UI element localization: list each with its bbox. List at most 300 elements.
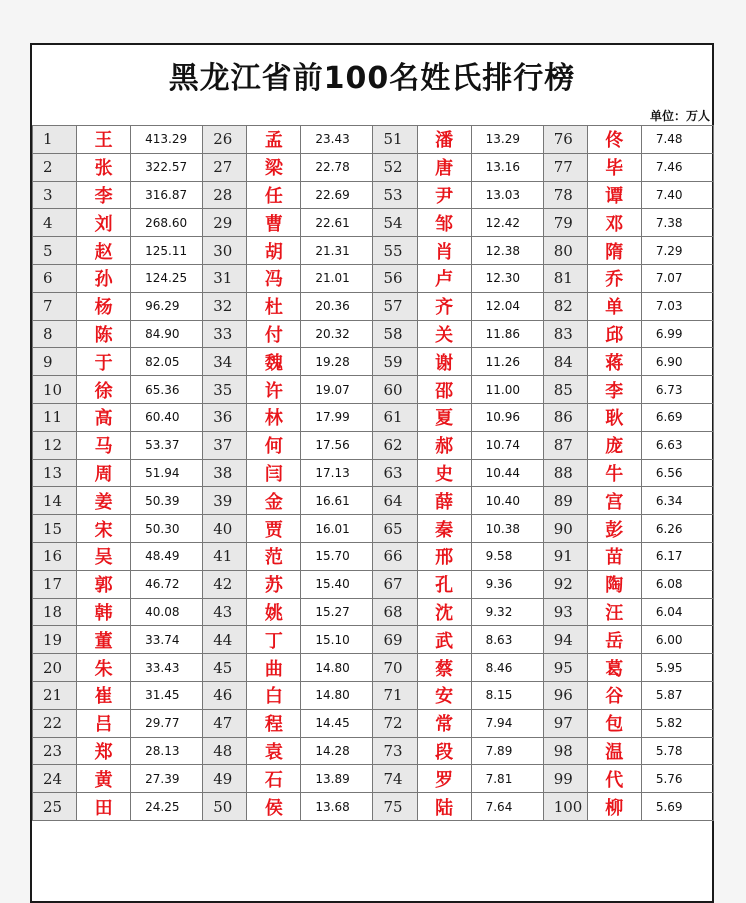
population-cell: 9.32 — [471, 598, 543, 626]
rank-cell: 6 — [33, 264, 77, 292]
surname-cell: 谢 — [417, 348, 471, 376]
surname-cell: 董 — [77, 626, 131, 654]
population-cell: 7.94 — [471, 709, 543, 737]
unit-label: 单位：万人 — [649, 109, 710, 123]
surname-cell: 邹 — [417, 209, 471, 237]
rank-cell: 46 — [203, 681, 247, 709]
rank-cell: 29 — [203, 209, 247, 237]
rank-cell: 17 — [33, 570, 77, 598]
population-cell: 15.10 — [301, 626, 373, 654]
surname-cell: 隋 — [587, 237, 641, 265]
population-cell: 12.30 — [471, 264, 543, 292]
table-row — [33, 403, 714, 431]
surname-cell: 杨 — [77, 292, 131, 320]
rank-cell: 86 — [543, 403, 587, 431]
surname-cell: 付 — [247, 320, 301, 348]
table-row — [33, 709, 714, 737]
population-cell: 6.17 — [641, 542, 713, 570]
surname-cell: 任 — [247, 181, 301, 209]
surname-cell: 陈 — [77, 320, 131, 348]
surname-cell: 岳 — [587, 626, 641, 654]
surname-cell: 林 — [247, 403, 301, 431]
surname-cell: 曲 — [247, 654, 301, 682]
surname-cell: 何 — [247, 431, 301, 459]
population-cell: 6.00 — [641, 626, 713, 654]
rank-cell: 62 — [373, 431, 417, 459]
surname-cell: 孙 — [77, 264, 131, 292]
surname-cell: 金 — [247, 487, 301, 515]
surname-cell: 刘 — [77, 209, 131, 237]
surname-cell: 郭 — [77, 570, 131, 598]
surname-cell: 齐 — [417, 292, 471, 320]
population-cell: 6.73 — [641, 376, 713, 404]
rank-cell: 50 — [203, 793, 247, 821]
population-cell: 8.46 — [471, 654, 543, 682]
rank-cell: 25 — [33, 793, 77, 821]
rank-cell: 93 — [543, 598, 587, 626]
surname-cell: 赵 — [77, 237, 131, 265]
rank-cell: 92 — [543, 570, 587, 598]
table-row — [33, 320, 714, 348]
population-cell: 31.45 — [131, 681, 203, 709]
population-cell: 50.30 — [131, 515, 203, 543]
surname-cell: 薛 — [417, 487, 471, 515]
population-cell: 51.94 — [131, 459, 203, 487]
surname-cell: 耿 — [587, 403, 641, 431]
surname-cell: 谷 — [587, 681, 641, 709]
surname-cell: 宫 — [587, 487, 641, 515]
population-cell: 7.48 — [641, 126, 713, 154]
rank-cell: 31 — [203, 264, 247, 292]
population-cell: 13.29 — [471, 126, 543, 154]
surname-cell: 尹 — [417, 181, 471, 209]
surname-cell: 许 — [247, 376, 301, 404]
population-cell: 28.13 — [131, 737, 203, 765]
table-body — [33, 126, 714, 821]
surname-cell: 丁 — [247, 626, 301, 654]
table-row — [33, 181, 714, 209]
population-cell: 17.13 — [301, 459, 373, 487]
surname-cell: 牛 — [587, 459, 641, 487]
surname-cell: 马 — [77, 431, 131, 459]
rank-cell: 84 — [543, 348, 587, 376]
surname-cell: 石 — [247, 765, 301, 793]
population-cell: 5.95 — [641, 654, 713, 682]
table-row — [33, 793, 714, 821]
surname-cell: 韩 — [77, 598, 131, 626]
population-cell: 7.07 — [641, 264, 713, 292]
table-row — [33, 515, 714, 543]
rank-cell: 59 — [373, 348, 417, 376]
population-cell: 53.37 — [131, 431, 203, 459]
population-cell: 11.26 — [471, 348, 543, 376]
population-cell: 7.81 — [471, 765, 543, 793]
rank-cell: 41 — [203, 542, 247, 570]
population-cell: 14.80 — [301, 681, 373, 709]
population-cell: 6.90 — [641, 348, 713, 376]
rank-cell: 90 — [543, 515, 587, 543]
surname-cell: 陶 — [587, 570, 641, 598]
population-cell: 6.04 — [641, 598, 713, 626]
population-cell: 5.87 — [641, 681, 713, 709]
surname-cell: 毕 — [587, 153, 641, 181]
population-cell: 9.58 — [471, 542, 543, 570]
population-cell: 12.38 — [471, 237, 543, 265]
rank-cell: 33 — [203, 320, 247, 348]
surname-cell: 姜 — [77, 487, 131, 515]
rank-cell: 65 — [373, 515, 417, 543]
population-cell: 19.07 — [301, 376, 373, 404]
rank-cell: 98 — [543, 737, 587, 765]
surname-cell: 袁 — [247, 737, 301, 765]
rank-cell: 15 — [33, 515, 77, 543]
population-cell: 12.04 — [471, 292, 543, 320]
surname-cell: 陆 — [417, 793, 471, 821]
rank-cell: 21 — [33, 681, 77, 709]
population-cell: 96.29 — [131, 292, 203, 320]
rank-cell: 49 — [203, 765, 247, 793]
rank-cell: 37 — [203, 431, 247, 459]
surname-cell: 杜 — [247, 292, 301, 320]
rank-cell: 64 — [373, 487, 417, 515]
surname-cell: 蒋 — [587, 348, 641, 376]
rank-cell: 56 — [373, 264, 417, 292]
table-row — [33, 153, 714, 181]
surname-cell: 曹 — [247, 209, 301, 237]
rank-cell: 38 — [203, 459, 247, 487]
surname-cell: 胡 — [247, 237, 301, 265]
population-cell: 17.99 — [301, 403, 373, 431]
surname-cell: 白 — [247, 681, 301, 709]
surname-cell: 吴 — [77, 542, 131, 570]
rank-cell: 69 — [373, 626, 417, 654]
population-cell: 50.39 — [131, 487, 203, 515]
table-row — [33, 570, 714, 598]
population-cell: 23.43 — [301, 126, 373, 154]
table-row — [33, 237, 714, 265]
rank-cell: 40 — [203, 515, 247, 543]
rank-cell: 76 — [543, 126, 587, 154]
population-cell: 124.25 — [131, 264, 203, 292]
surname-cell: 徐 — [77, 376, 131, 404]
surname-cell: 魏 — [247, 348, 301, 376]
population-cell: 65.36 — [131, 376, 203, 404]
rank-cell: 22 — [33, 709, 77, 737]
population-cell: 14.80 — [301, 654, 373, 682]
surname-cell: 田 — [77, 793, 131, 821]
rank-cell: 19 — [33, 626, 77, 654]
population-cell: 413.29 — [131, 126, 203, 154]
rank-cell: 85 — [543, 376, 587, 404]
surname-cell: 孔 — [417, 570, 471, 598]
rank-cell: 68 — [373, 598, 417, 626]
population-cell: 5.82 — [641, 709, 713, 737]
surname-cell: 沈 — [417, 598, 471, 626]
population-cell: 7.38 — [641, 209, 713, 237]
surname-cell: 柳 — [587, 793, 641, 821]
surname-cell: 郑 — [77, 737, 131, 765]
rank-cell: 87 — [543, 431, 587, 459]
rank-cell: 24 — [33, 765, 77, 793]
population-cell: 5.76 — [641, 765, 713, 793]
table-row — [33, 542, 714, 570]
surname-cell: 贾 — [247, 515, 301, 543]
population-cell: 46.72 — [131, 570, 203, 598]
population-cell: 6.34 — [641, 487, 713, 515]
population-cell: 20.32 — [301, 320, 373, 348]
table-row — [33, 209, 714, 237]
population-cell: 8.15 — [471, 681, 543, 709]
table-row — [33, 459, 714, 487]
table-row — [33, 654, 714, 682]
population-cell: 16.61 — [301, 487, 373, 515]
population-cell: 40.08 — [131, 598, 203, 626]
population-cell: 7.29 — [641, 237, 713, 265]
surname-cell: 葛 — [587, 654, 641, 682]
table-row — [33, 348, 714, 376]
surname-cell: 佟 — [587, 126, 641, 154]
rank-cell: 5 — [33, 237, 77, 265]
surname-cell: 潘 — [417, 126, 471, 154]
surname-cell: 冯 — [247, 264, 301, 292]
rank-cell: 11 — [33, 403, 77, 431]
surname-cell: 关 — [417, 320, 471, 348]
rank-cell: 89 — [543, 487, 587, 515]
surname-cell: 邓 — [587, 209, 641, 237]
surname-cell: 夏 — [417, 403, 471, 431]
rank-cell: 94 — [543, 626, 587, 654]
rank-cell: 48 — [203, 737, 247, 765]
surname-cell: 邵 — [417, 376, 471, 404]
surname-cell: 汪 — [587, 598, 641, 626]
rank-cell: 54 — [373, 209, 417, 237]
table-row — [33, 264, 714, 292]
population-cell: 15.70 — [301, 542, 373, 570]
rank-cell: 9 — [33, 348, 77, 376]
population-cell: 60.40 — [131, 403, 203, 431]
population-cell: 11.00 — [471, 376, 543, 404]
surname-cell: 邱 — [587, 320, 641, 348]
table-row — [33, 626, 714, 654]
rank-cell: 77 — [543, 153, 587, 181]
surname-cell: 卢 — [417, 264, 471, 292]
rank-cell: 2 — [33, 153, 77, 181]
rank-cell: 12 — [33, 431, 77, 459]
surname-cell: 庞 — [587, 431, 641, 459]
ranking-sheet — [30, 43, 714, 903]
population-cell: 14.28 — [301, 737, 373, 765]
rank-cell: 39 — [203, 487, 247, 515]
rank-cell: 35 — [203, 376, 247, 404]
rank-cell: 13 — [33, 459, 77, 487]
population-cell: 7.89 — [471, 737, 543, 765]
rank-cell: 3 — [33, 181, 77, 209]
rank-cell: 71 — [373, 681, 417, 709]
table-row — [33, 598, 714, 626]
population-cell: 13.68 — [301, 793, 373, 821]
rank-cell: 75 — [373, 793, 417, 821]
rank-cell: 16 — [33, 542, 77, 570]
surname-cell: 秦 — [417, 515, 471, 543]
population-cell: 16.01 — [301, 515, 373, 543]
population-cell: 6.69 — [641, 403, 713, 431]
surname-cell: 宋 — [77, 515, 131, 543]
surname-cell: 武 — [417, 626, 471, 654]
rank-cell: 43 — [203, 598, 247, 626]
rank-cell: 97 — [543, 709, 587, 737]
population-cell: 8.63 — [471, 626, 543, 654]
population-cell: 316.87 — [131, 181, 203, 209]
table-row — [33, 431, 714, 459]
rank-cell: 99 — [543, 765, 587, 793]
rank-cell: 100 — [543, 793, 587, 821]
rank-cell: 88 — [543, 459, 587, 487]
rank-cell: 58 — [373, 320, 417, 348]
rank-cell: 67 — [373, 570, 417, 598]
population-cell: 6.08 — [641, 570, 713, 598]
surname-cell: 乔 — [587, 264, 641, 292]
population-cell: 7.64 — [471, 793, 543, 821]
table-row — [33, 376, 714, 404]
population-cell: 22.69 — [301, 181, 373, 209]
population-cell: 7.03 — [641, 292, 713, 320]
population-cell: 24.25 — [131, 793, 203, 821]
surname-cell: 吕 — [77, 709, 131, 737]
population-cell: 10.38 — [471, 515, 543, 543]
rank-cell: 91 — [543, 542, 587, 570]
table-row — [33, 737, 714, 765]
surname-cell: 单 — [587, 292, 641, 320]
rank-cell: 51 — [373, 126, 417, 154]
population-cell: 125.11 — [131, 237, 203, 265]
surname-cell: 梁 — [247, 153, 301, 181]
rank-cell: 27 — [203, 153, 247, 181]
surname-cell: 周 — [77, 459, 131, 487]
population-cell: 10.40 — [471, 487, 543, 515]
population-cell: 33.74 — [131, 626, 203, 654]
rank-cell: 53 — [373, 181, 417, 209]
rank-cell: 18 — [33, 598, 77, 626]
population-cell: 6.99 — [641, 320, 713, 348]
surname-cell: 张 — [77, 153, 131, 181]
population-cell: 322.57 — [131, 153, 203, 181]
rank-cell: 52 — [373, 153, 417, 181]
population-cell: 33.43 — [131, 654, 203, 682]
rank-cell: 47 — [203, 709, 247, 737]
rank-cell: 95 — [543, 654, 587, 682]
surname-cell: 苗 — [587, 542, 641, 570]
surname-cell: 崔 — [77, 681, 131, 709]
population-cell: 29.77 — [131, 709, 203, 737]
surname-cell: 唐 — [417, 153, 471, 181]
rank-cell: 36 — [203, 403, 247, 431]
population-cell: 10.96 — [471, 403, 543, 431]
surname-cell: 孟 — [247, 126, 301, 154]
population-cell: 22.78 — [301, 153, 373, 181]
surname-cell: 蔡 — [417, 654, 471, 682]
surname-cell: 肖 — [417, 237, 471, 265]
surname-cell: 李 — [77, 181, 131, 209]
table-row — [33, 292, 714, 320]
table-row — [33, 681, 714, 709]
surname-cell: 郝 — [417, 431, 471, 459]
rank-cell: 96 — [543, 681, 587, 709]
population-cell: 13.89 — [301, 765, 373, 793]
rank-cell: 80 — [543, 237, 587, 265]
surname-cell: 范 — [247, 542, 301, 570]
population-cell: 15.40 — [301, 570, 373, 598]
rank-cell: 44 — [203, 626, 247, 654]
surname-cell: 黄 — [77, 765, 131, 793]
rank-cell: 42 — [203, 570, 247, 598]
population-cell: 268.60 — [131, 209, 203, 237]
population-cell: 6.63 — [641, 431, 713, 459]
surname-cell: 代 — [587, 765, 641, 793]
population-cell: 5.69 — [641, 793, 713, 821]
population-cell: 6.26 — [641, 515, 713, 543]
surname-cell: 姚 — [247, 598, 301, 626]
rank-cell: 79 — [543, 209, 587, 237]
rank-cell: 32 — [203, 292, 247, 320]
surname-cell: 程 — [247, 709, 301, 737]
rank-cell: 28 — [203, 181, 247, 209]
population-cell: 82.05 — [131, 348, 203, 376]
table-row — [33, 765, 714, 793]
rank-cell: 8 — [33, 320, 77, 348]
rank-cell: 60 — [373, 376, 417, 404]
rank-cell: 14 — [33, 487, 77, 515]
surname-cell: 朱 — [77, 654, 131, 682]
rank-cell: 61 — [373, 403, 417, 431]
surname-cell: 温 — [587, 737, 641, 765]
rank-cell: 63 — [373, 459, 417, 487]
surname-cell: 常 — [417, 709, 471, 737]
population-cell: 15.27 — [301, 598, 373, 626]
surname-cell: 罗 — [417, 765, 471, 793]
population-cell: 20.36 — [301, 292, 373, 320]
population-cell: 84.90 — [131, 320, 203, 348]
population-cell: 22.61 — [301, 209, 373, 237]
rank-cell: 70 — [373, 654, 417, 682]
population-cell: 12.42 — [471, 209, 543, 237]
surname-cell: 李 — [587, 376, 641, 404]
table-row — [33, 487, 714, 515]
rank-cell: 57 — [373, 292, 417, 320]
population-cell: 9.36 — [471, 570, 543, 598]
population-cell: 11.86 — [471, 320, 543, 348]
population-cell: 5.78 — [641, 737, 713, 765]
surname-cell: 闫 — [247, 459, 301, 487]
rank-cell: 10 — [33, 376, 77, 404]
surname-cell: 邢 — [417, 542, 471, 570]
surname-cell: 彭 — [587, 515, 641, 543]
population-cell: 21.01 — [301, 264, 373, 292]
surname-cell: 苏 — [247, 570, 301, 598]
surname-cell: 于 — [77, 348, 131, 376]
population-cell: 10.44 — [471, 459, 543, 487]
rank-cell: 74 — [373, 765, 417, 793]
population-cell: 7.46 — [641, 153, 713, 181]
surname-cell: 侯 — [247, 793, 301, 821]
rank-cell: 1 — [33, 126, 77, 154]
rank-cell: 30 — [203, 237, 247, 265]
rank-cell: 20 — [33, 654, 77, 682]
population-cell: 13.03 — [471, 181, 543, 209]
rank-cell: 26 — [203, 126, 247, 154]
population-cell: 21.31 — [301, 237, 373, 265]
rank-cell: 7 — [33, 292, 77, 320]
population-cell: 7.40 — [641, 181, 713, 209]
